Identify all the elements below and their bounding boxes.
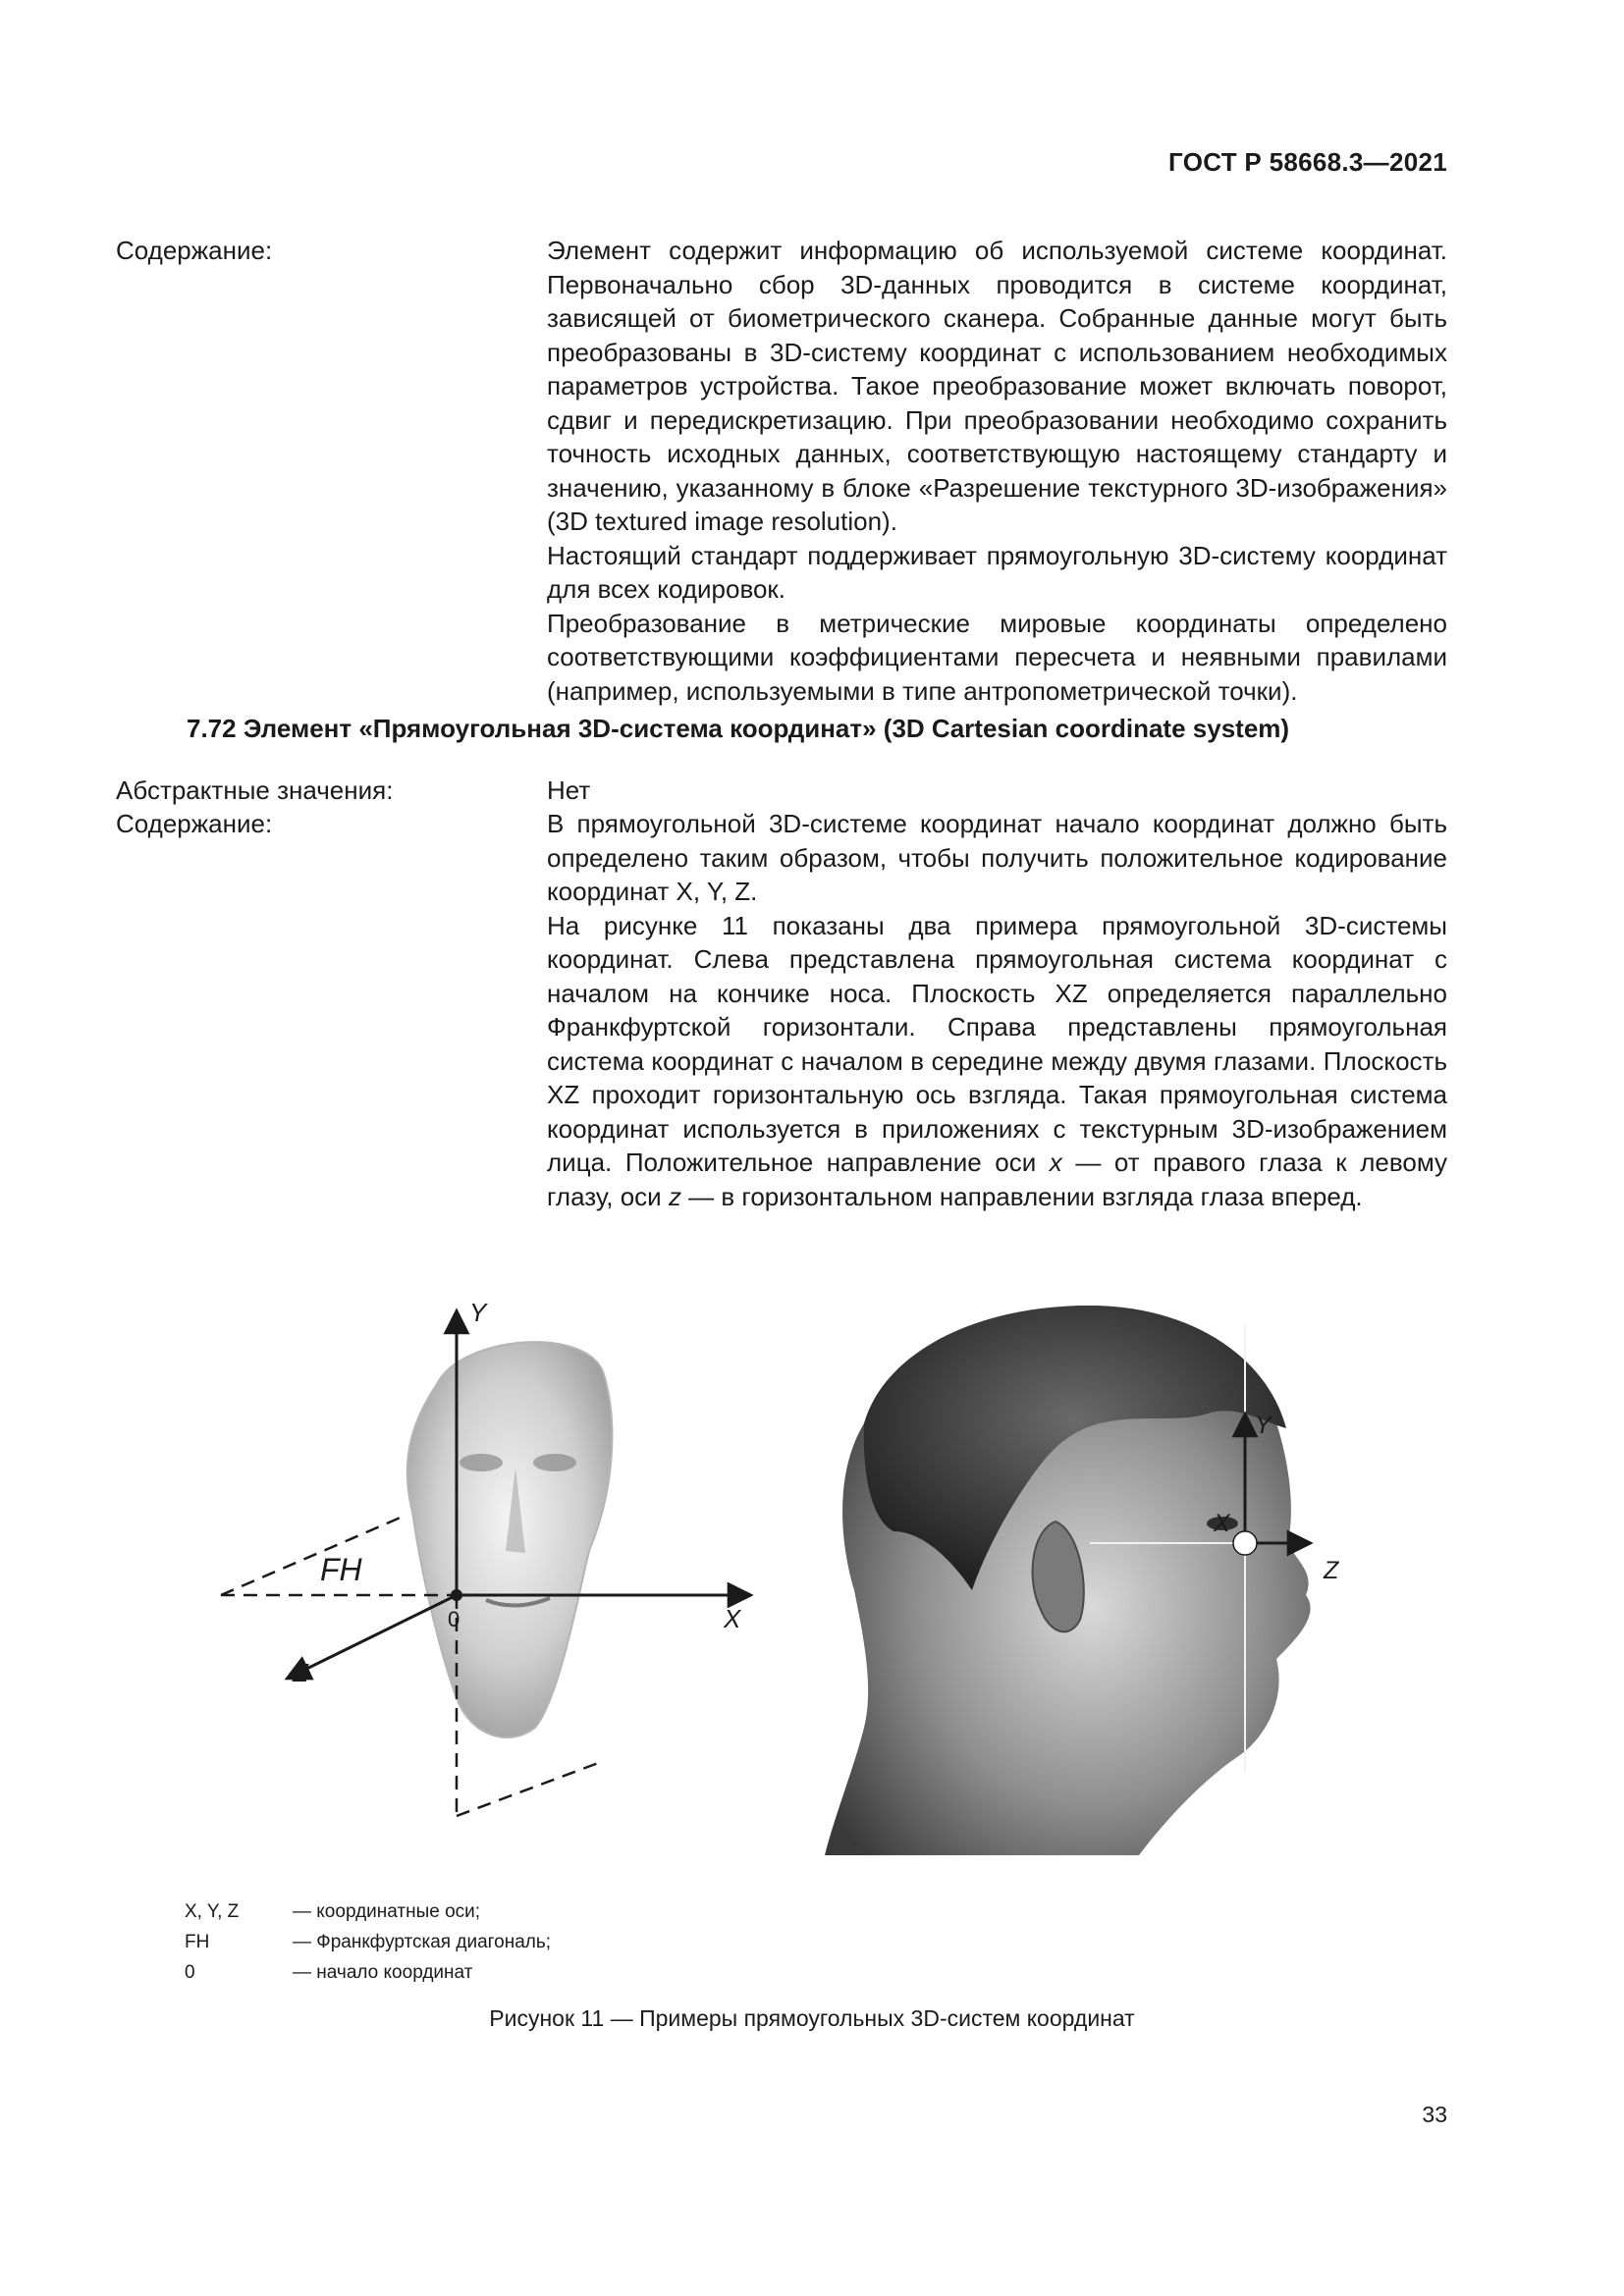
- abstract-values-value: Нет: [547, 775, 591, 805]
- paragraph: Преобразование в метрические мировые координаты определено соответствующими коэффициентами пересчета и неявными правилами (например, используемыми в типе антропометрической точки).: [547, 608, 1447, 706]
- paragraph: Настоящий стандарт поддерживает прямоугольную 3D-систему координат для всех кодировок.: [547, 540, 1447, 604]
- legend-description: — начало координат: [293, 1962, 473, 1983]
- legend-key: 0: [185, 1962, 195, 1983]
- left-y-label: Y: [469, 1298, 487, 1327]
- legend-item: [185, 1927, 551, 1957]
- figure-illustration: [0, 1266, 1624, 1875]
- paragraph: На рисунке 11 показаны два примера прямоугольной 3D-системы координат. Слева представлена прямоугольная система координат с началом на кончике носа. Плоскость XZ определяется параллельно Франкфуртской горизонтали. Справа представлены прямоугольная система координат с началом в середине между двумя глазами. Плоскость XZ проходит горизонтальную ось взгляда. Такая прямоугольная система координат используется в приложениях с текстурным 3D-изображением лица. Положительное направление оси x — от правого глаза к левому глазу, оси z — в горизонтальном направлении взгляда глаза вперед.: [547, 910, 1447, 1211]
- right-head-photo: [825, 1306, 1311, 1855]
- section-heading: 7.72 Элемент «Прямоугольная 3D-система координат» (3D Cartesian coordinate system): [187, 714, 1290, 743]
- right-z-label: Z: [1324, 1557, 1339, 1584]
- figure-11: [0, 1266, 1624, 1875]
- document-code: ГОСТ Р 58668.3—2021: [1168, 147, 1447, 177]
- figure-caption: Рисунок 11 — Примеры прямоугольных 3D-систем координат: [489, 2005, 1135, 2031]
- content-label: Содержание:: [116, 236, 273, 265]
- legend-description: — Франкфуртская диагональ;: [293, 1932, 552, 1952]
- legend-item: [185, 1896, 551, 1927]
- left-x-label: X: [724, 1604, 741, 1633]
- fh-label: FH: [320, 1552, 362, 1587]
- legend-description: — координатные оси;: [293, 1901, 481, 1922]
- page-number: 33: [1422, 2102, 1447, 2127]
- legend-key: FH: [185, 1932, 210, 1952]
- left-z-label: Z: [293, 1658, 308, 1687]
- right-x-label: X: [1214, 1510, 1230, 1537]
- abstract-values-label: Абстрактные значения:: [116, 775, 394, 805]
- content-text: [547, 807, 1447, 1213]
- legend-item: [185, 1957, 551, 1988]
- origin-label: 0: [448, 1607, 460, 1631]
- content-label: Содержание:: [116, 809, 273, 838]
- content-text: [547, 234, 1447, 708]
- legend-key: X, Y, Z: [185, 1901, 240, 1922]
- paragraph: В прямоугольной 3D-системе координат начало координат должно быть определено таким образом, чтобы получить положительное кодирование координат X, Y, Z.: [547, 809, 1447, 906]
- left-face-model: [407, 1342, 613, 1737]
- right-y-label: Y: [1255, 1412, 1272, 1439]
- origin-point: [451, 1589, 462, 1601]
- figure-legend: [185, 1896, 551, 1988]
- paragraph: Элемент содержит информацию об используемой системе координат. Первоначально сбор 3D-данных проводится в системе координат, зависящей от биометрического сканера. Собранные данные могут быть преобразованы в 3D-систему координат с использованием необходимых параметров устройства. Такое преобразование может включать поворот, сдвиг и передискретизацию. При преобразовании необходимо сохранить точность исходных данных, соответствующую настоящему стандарту и значению, указанному в блоке «Разрешение текстурного 3D-изображения» (3D textured image resolution).: [547, 236, 1447, 536]
